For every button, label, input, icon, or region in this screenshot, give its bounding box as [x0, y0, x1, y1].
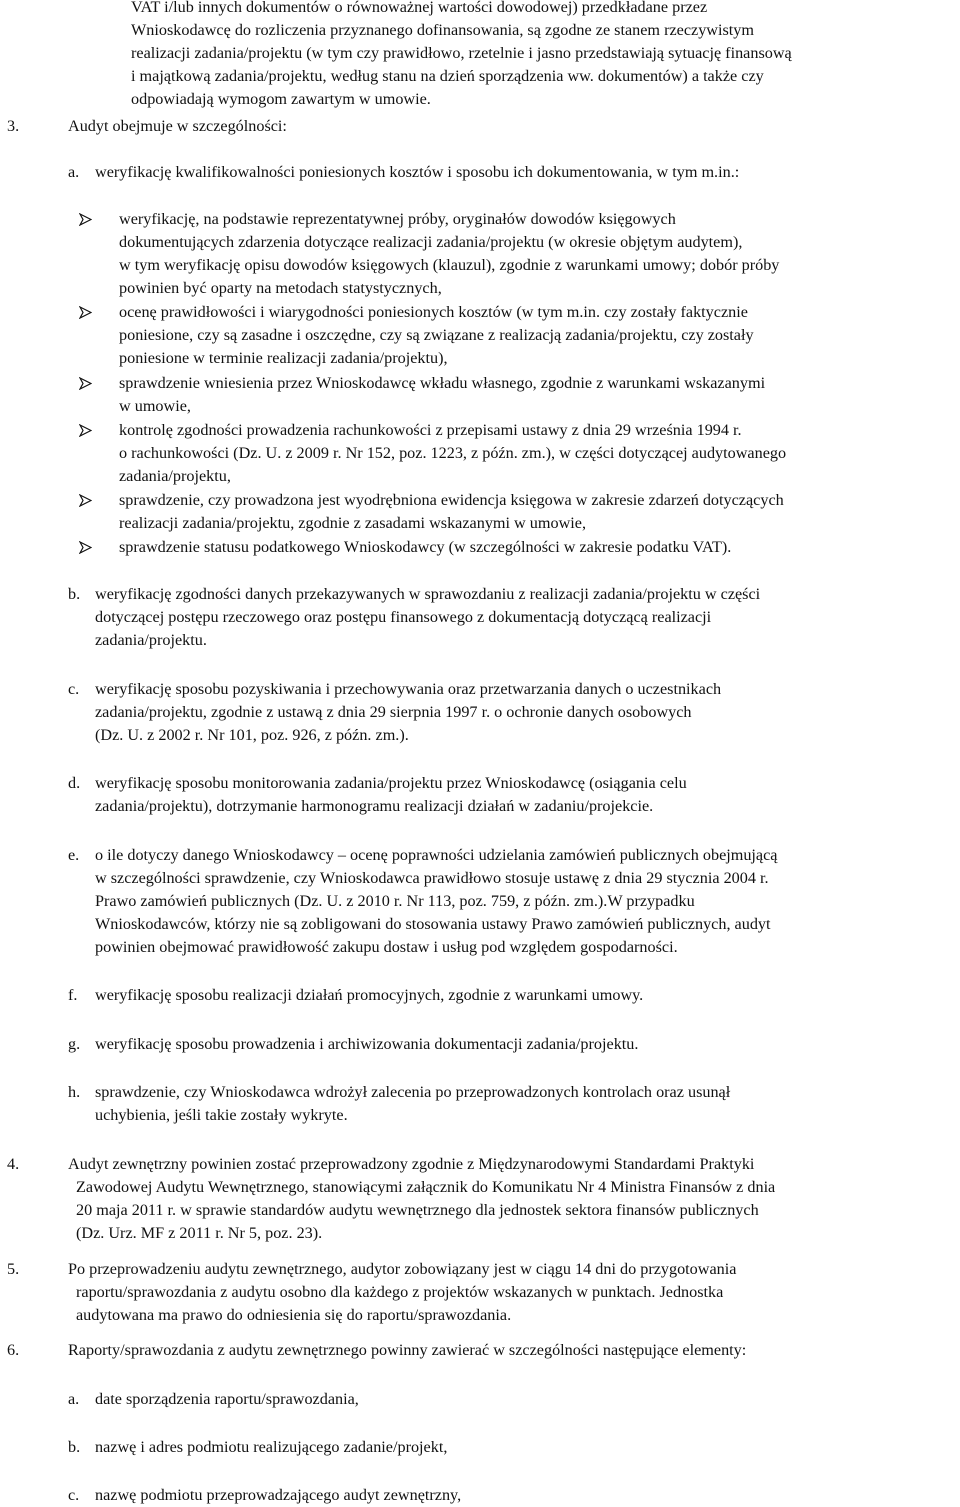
bullet-line: w tym weryfikację opisu dowodów księgowych (klauzul), zgodnie z warunkami umowy; dobór próby	[119, 256, 780, 274]
list-label: a.	[68, 163, 80, 181]
list-item-line: powinien obejmować prawidłowość zakupu dostaw i usług pod względem gospodarności.	[95, 938, 678, 956]
section-line: Raporty/sprawozdania z audytu zewnętrznego powinny zawierać w szczególności następujące elementy:	[68, 1341, 747, 1359]
bullet-line: poniesione w terminie realizacji zadania/projektu),	[119, 349, 448, 367]
arrow-bullet-icon	[79, 213, 92, 226]
bullet-line: sprawdzenie, czy prowadzona jest wyodrębniona ewidencja księgowa w zakresie zdarzeń dotyczących	[119, 491, 784, 509]
section-number: 3.	[7, 117, 20, 135]
list-item-line: o ile dotyczy danego Wnioskodawcy – ocenę poprawności udzielania zamówień publicznych obejmującą	[95, 846, 778, 864]
bullet-line: o rachunkowości (Dz. U. z 2009 r. Nr 152, poz. 1223, z późn. zm.), w części dotyczącej audytowanego	[119, 444, 787, 462]
section-number: 5.	[7, 1260, 20, 1278]
intro-line: odpowiadają wymogom zawartym w umowie.	[131, 90, 431, 108]
list-label: d.	[68, 774, 81, 792]
list-item-line: weryfikację sposobu realizacji działań promocyjnych, zgodnie z warunkami umowy.	[95, 986, 644, 1004]
list-item-line: weryfikację sposobu pozyskiwania i przechowywania oraz przetwarzania danych o uczestnikach	[95, 680, 722, 698]
list-label: h.	[68, 1083, 81, 1101]
section-line: 20 maja 2011 r. w sprawie standardów audytu wewnętrznego dla jednostek sektora finansów publicznych	[76, 1201, 759, 1219]
section-line: Po przeprowadzeniu audytu zewnętrznego, audytor zobowiązany jest w ciągu 14 dni do przygotowania	[68, 1260, 737, 1278]
arrow-bullet-icon	[79, 494, 92, 507]
bullet-line: powinien być oparty na metodach statystycznych,	[119, 279, 442, 297]
section-number: 4.	[7, 1155, 20, 1173]
list-item-line: weryfikację zgodności danych przekazywanych w sprawozdaniu z realizacji zadania/projektu w części	[95, 585, 761, 603]
section-line: audytowana ma prawo do odniesienia się do raportu/sprawozdania.	[76, 1306, 512, 1324]
list-item-line: sprawdzenie, czy Wnioskodawca wdrożył zalecenia po przeprowadzonych kontrolach oraz usunął	[95, 1083, 731, 1101]
list-item-line: weryfikację sposobu prowadzenia i archiwizowania dokumentacji zadania/projektu.	[95, 1035, 639, 1053]
section-number: 6.	[7, 1341, 20, 1359]
list-item-line: zadania/projektu.	[95, 631, 207, 649]
bullet-line: sprawdzenie statusu podatkowego Wnioskodawcy (w szczególności w zakresie podatku VAT).	[119, 538, 732, 556]
list-item-line: (Dz. U. z 2002 r. Nr 101, poz. 926, z późn. zm.).	[95, 726, 409, 744]
bullet-line: weryfikację, na podstawie reprezentatywnej próby, oryginałów dowodów księgowych	[119, 210, 676, 228]
bullet-line: ocenę prawidłowości i wiarygodności poniesionych kosztów (w tym m.in. czy zostały faktycznie	[119, 303, 748, 321]
arrow-bullet-icon	[79, 424, 92, 437]
bullet-line: kontrolę zgodności prowadzenia rachunkowości z przepisami ustawy z dnia 29 września 1994 r.	[119, 421, 742, 439]
list-item-line: date sporządzenia raportu/sprawozdania,	[95, 1390, 359, 1408]
list-label: f.	[68, 986, 78, 1004]
list-label: g.	[68, 1035, 81, 1053]
list-item-line: w szczególności sprawdzenie, czy Wnioskodawca prawidłowo stosuje ustawę z dnia 29 stycznia 2004 r.	[95, 869, 769, 887]
bullet-line: dokumentujących zdarzenia dotyczące realizacji zadania/projektu (w okresie objętym audytem),	[119, 233, 743, 251]
section-title: Audyt obejmuje w szczególności:	[68, 117, 287, 135]
section-line: Zawodowej Audytu Wewnętrznego, stanowiącymi załącznik do Komunikatu Nr 4 Ministra Finansów z dnia	[76, 1178, 776, 1196]
section-line: Audyt zewnętrzny powinien zostać przeprowadzony zgodnie z Międzynarodowymi Standardami Praktyki	[68, 1155, 755, 1173]
list-item-text: weryfikację kwalifikowalności poniesionych kosztów i sposobu ich dokumentowania, w tym m.in.:	[95, 163, 740, 181]
arrow-bullet-icon	[79, 377, 92, 390]
list-item-line: zadania/projektu, zgodnie z ustawą z dnia 29 sierpnia 1997 r. o ochronie danych osobowych	[95, 703, 692, 721]
list-item-line: weryfikację sposobu monitorowania zadania/projektu przez Wnioskodawcę (osiągania celu	[95, 774, 687, 792]
list-item-line: nazwę i adres podmiotu realizującego zadanie/projekt,	[95, 1438, 448, 1456]
intro-line: Wnioskodawcę do rozliczenia przyznanego dofinansowania, są zgodne ze stanem rzeczywistym	[131, 21, 754, 39]
bullet-line: realizacji zadania/projektu, zgodnie z zasadami wskazanymi w umowie,	[119, 514, 586, 532]
section-line: raportu/sprawozdania z audytu osobno dla każdego z projektów wskazanych w punktach. Jednostka	[76, 1283, 724, 1301]
bullet-line: poniesione, czy są zasadne i oszczędne, czy są związane z realizacją zadania/projektu, czy zostały	[119, 326, 754, 344]
list-label: c.	[68, 680, 80, 698]
section-line: (Dz. Urz. MF z 2011 r. Nr 5, poz. 23).	[76, 1224, 323, 1242]
intro-line: realizacji zadania/projektu (w tym czy prawidłowo, rzetelnie i jasno przedstawiają sytuację finansową	[131, 44, 792, 62]
bullet-line: w umowie,	[119, 397, 191, 415]
list-label: b.	[68, 1438, 81, 1456]
intro-line: VAT i/lub innych dokumentów o równoważnej wartości dowodowej) przedkładane przez	[131, 0, 708, 16]
list-label: a.	[68, 1390, 80, 1408]
list-item-line: dotyczącej postępu rzeczowego oraz postępu finansowego z dokumentacją dotyczącą realizacji	[95, 608, 712, 626]
list-item-line: zadania/projektu), dotrzymanie harmonogramu realizacji działań w zadaniu/projekcie.	[95, 797, 654, 815]
list-label: e.	[68, 846, 80, 864]
arrow-bullet-icon	[79, 306, 92, 319]
arrow-bullet-icon	[79, 541, 92, 554]
bullet-line: sprawdzenie wniesienia przez Wnioskodawcę wkładu własnego, zgodnie z warunkami wskazanymi	[119, 374, 766, 392]
intro-line: i majątkową zadania/projektu, według stanu na dzień sporządzenia ww. dokumentów) a także czy	[131, 67, 764, 85]
list-item-line: nazwę podmiotu przeprowadzającego audyt zewnętrzny,	[95, 1486, 462, 1504]
list-item-line: uchybienia, jeśli takie zostały wykryte.	[95, 1106, 348, 1124]
list-label: b.	[68, 585, 81, 603]
list-item-line: Wnioskodawców, którzy nie są zobligowani do stosowania ustawy Prawo zamówień publicznych, audyt	[95, 915, 771, 933]
bullet-line: zadania/projektu,	[119, 467, 231, 485]
list-label: c.	[68, 1486, 80, 1504]
list-item-line: Prawo zamówień publicznych (Dz. U. z 2010 r. Nr 113, poz. 759, z późn. zm.).W przypadku	[95, 892, 695, 910]
